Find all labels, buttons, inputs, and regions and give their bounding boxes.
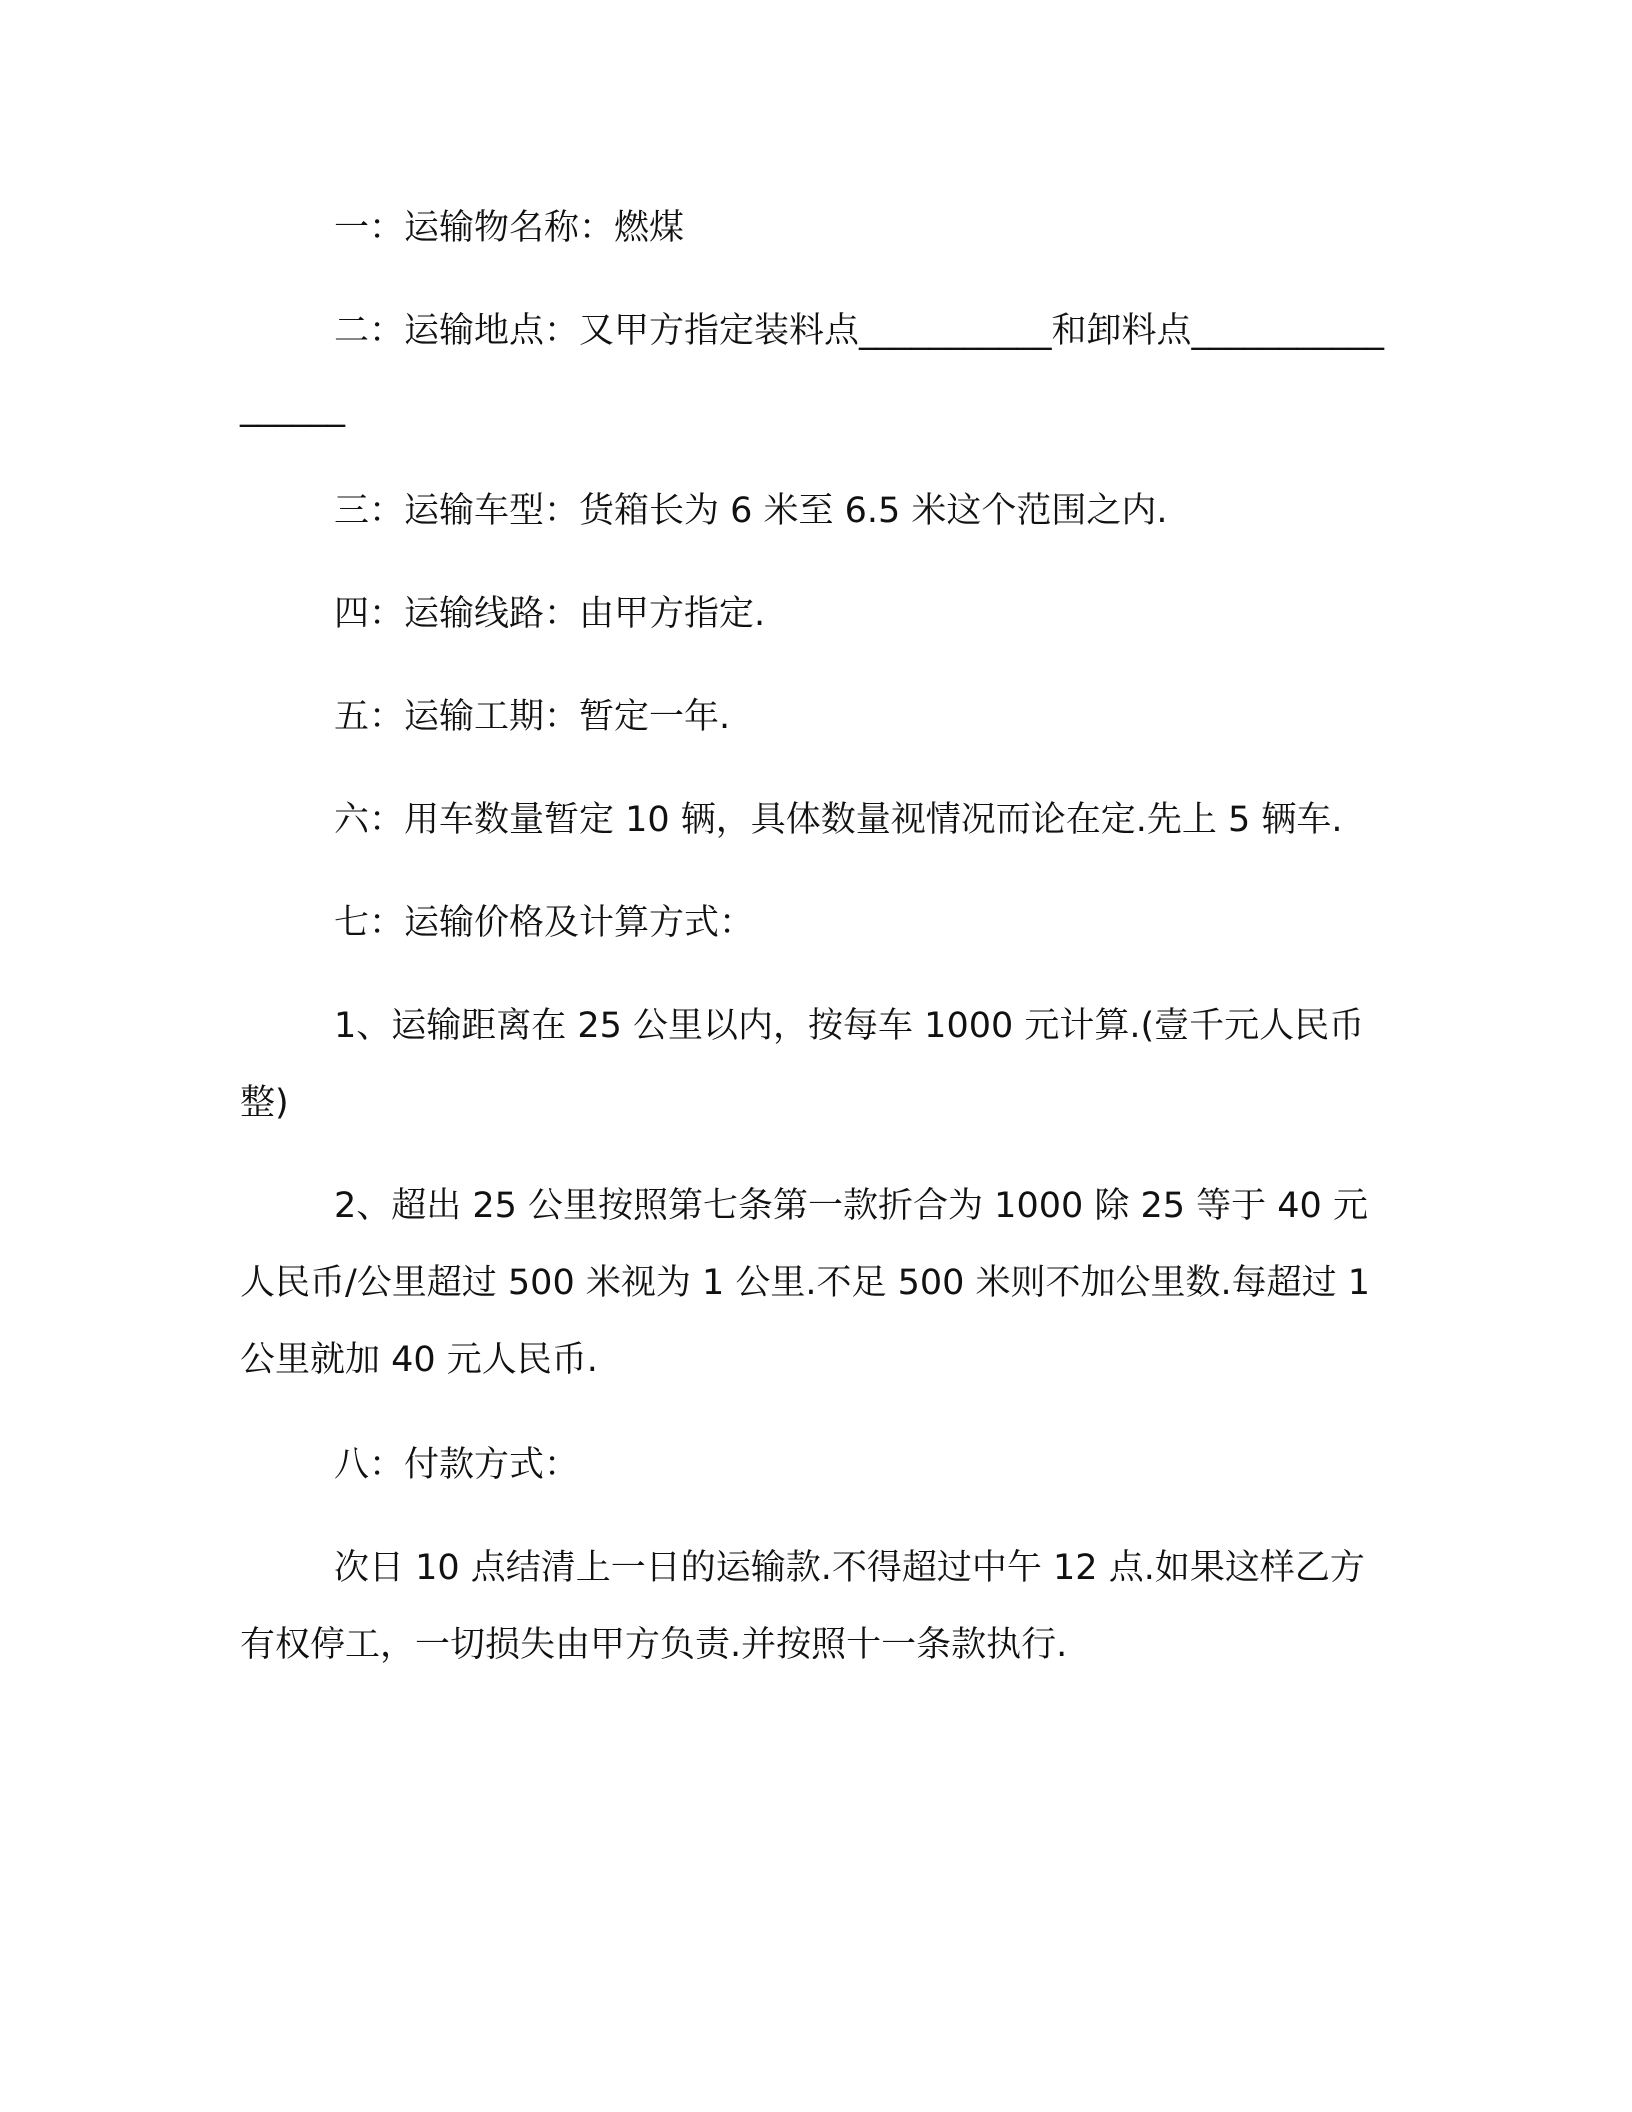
document-body bbox=[240, 190, 1385, 1684]
clause-7-price-heading: 七：运输价格及计算方式： bbox=[334, 903, 755, 943]
clause-3-vehicle-type: 三：运输车型：货箱长为 6 米至 6.5 米这个范围之内. bbox=[334, 491, 1168, 531]
clause-4-route: 四：运输线路：由甲方指定. bbox=[334, 594, 766, 634]
clause-8-payment-heading: 八：付款方式： bbox=[334, 1445, 580, 1485]
clause-7-item-1: 1、运输距离在 25 公里以内，按每车 1000 元计算.(壹千元人民币整) bbox=[240, 1006, 1365, 1123]
clause-6-vehicle-count: 六：用车数量暂定 10 辆，具体数量视情况而论在定.先上 5 辆车. bbox=[334, 800, 1343, 840]
clause-2-transport-location: 二：运输地点：又甲方指定装料点___________和卸料点_________________ bbox=[240, 311, 1385, 428]
clause-8-payment-detail: 次日 10 点结清上一日的运输款.不得超过中午 12 点.如果这样乙方有权停工，一切损失由甲方负责.并按照十一条款执行. bbox=[240, 1548, 1365, 1665]
clause-7-item-2: 2、超出 25 公里按照第七条第一款折合为 1000 除 25 等于 40 元人民币/公里超过 500 米视为 1 公里.不足 500 米则不加公里数.每超过 1 公里就加 40 元人民币. bbox=[240, 1186, 1371, 1380]
clause-1-cargo-name: 一：运输物名称：燃煤 bbox=[334, 208, 685, 248]
clause-5-duration: 五：运输工期：暂定一年. bbox=[334, 697, 731, 737]
